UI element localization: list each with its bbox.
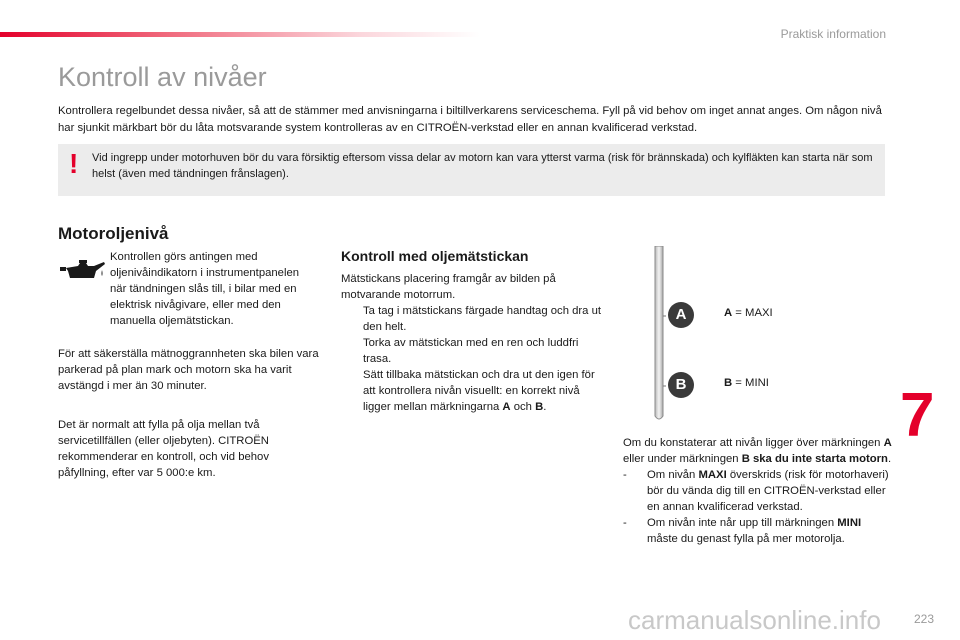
oil-level-heading: Motoroljenivå xyxy=(58,224,169,243)
dipstick-intro: Mätstickans placering framgår av bilden på motvarande motorrum. xyxy=(341,273,556,301)
dash-bullet: - xyxy=(623,469,627,481)
page-number: 223 xyxy=(914,612,935,626)
header-accent-bar xyxy=(0,32,480,37)
list-item: - Om nivån MAXI överskrids (risk för motorhaveri) bör du vända dig till en CITROËN-verkstad eller en annan kvalificerad verkstad. xyxy=(623,469,889,513)
label-min: B = MINI xyxy=(724,377,769,389)
list-item: - Om nivån inte når upp till märkningen MINI måste du genast fylla på mer motorolja. xyxy=(623,517,862,545)
dipstick-steps xyxy=(341,303,603,415)
watermark: carmanualsonline.info xyxy=(628,605,881,635)
list-item xyxy=(341,367,603,415)
warning-icon: ! xyxy=(69,148,79,179)
dipstick-heading: Kontroll med oljemätstickan xyxy=(341,248,529,264)
warning-text: Vid ingrepp under motorhuven bör du vara försiktig eftersom vissa delar av motorn kan vara ytterst varma (risk för brännskada) och kylfläkten kan starta när som helst (även med tändningen frånslagen). xyxy=(92,152,873,180)
dipstick-illustration xyxy=(652,246,666,422)
chapter-number: 7 xyxy=(900,381,935,450)
label-max: A = MAXI xyxy=(724,307,773,319)
oil-level-text-1: Kontrollen görs antingen med oljenivåindikatorn i instrumentpanelen när tändningen slås till, i bilar med en elektrisk nivågivare, eller med den manuella oljemätstickan. xyxy=(110,251,300,327)
marker-a-icon: A xyxy=(668,302,694,328)
level-note xyxy=(623,435,893,547)
step-text: Ta tag i mätstickans färgade handtag och dra ut den helt. xyxy=(363,305,602,333)
warning-box xyxy=(58,144,885,196)
step-text: Torka av mätstickan med en ren och luddfri trasa. xyxy=(363,337,579,365)
marker-b-icon: B xyxy=(668,372,694,398)
list-item xyxy=(341,335,603,367)
oil-level-text-3: Det är normalt att fylla på olja mellan två servicetillfällen (eller oljebyten). CITROËN rekommenderar en kontroll, och vid behov påfyllning, efter var 5 000:e km. xyxy=(58,419,269,479)
oil-level-text-2: För att säkerställa mätnoggrannheten ska bilen vara parkerad på plan mark och motorn ska ha varit avstängd i mer än 30 minuter. xyxy=(58,348,319,392)
intro-paragraph: Kontrollera regelbundet dessa nivåer, så att de stämmer med anvisningarna i biltillverkarens serviceschema. Fyll på vid behov om inget annat anges. Om någon nivå har sjunkit märkbart bör du låta motsvarande system kontrolleras av en CITROËN-verkstad eller en annan kvalificerad verkstad. xyxy=(58,105,882,134)
step-text: Sätt tillbaka mätstickan och dra ut den igen för att kontrollera nivån visuellt: en korrekt nivå ligger mellan märkningarna A och B. xyxy=(363,369,595,413)
page-title: Kontroll av nivåer xyxy=(58,62,267,92)
section-label: Praktisk information xyxy=(780,27,886,41)
note-list xyxy=(623,467,893,547)
note-lead: Om du konstaterar att nivån ligger över märkningen A eller under märkningen B ska du inte starta motorn. xyxy=(623,437,892,465)
oil-can-icon xyxy=(58,256,106,286)
list-item xyxy=(341,303,603,335)
dash-bullet: - xyxy=(623,517,627,529)
